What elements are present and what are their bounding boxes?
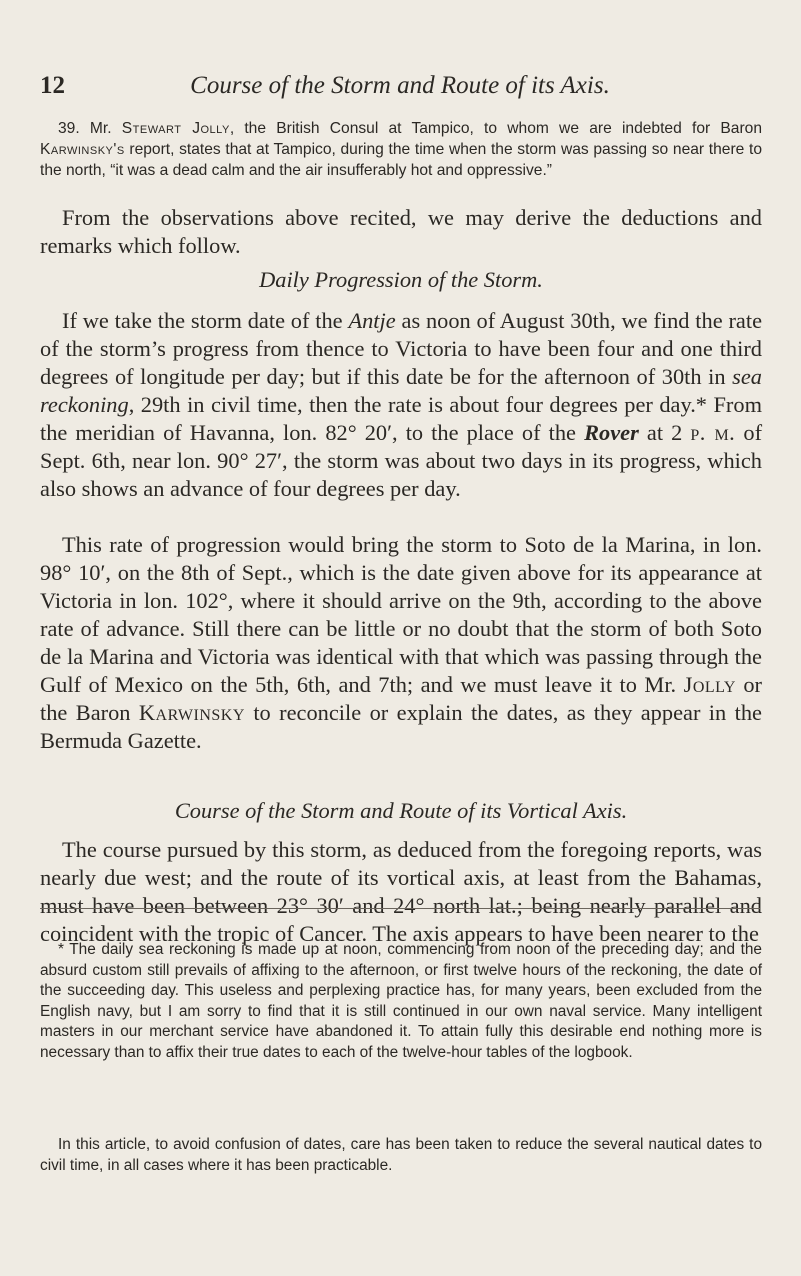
page-number: 12 (40, 72, 65, 99)
running-title: Course of the Storm and Route of its Axis. (190, 72, 610, 99)
rate-paragraph (40, 531, 762, 755)
text-run: 39. Mr. (58, 120, 122, 137)
ship-name-antje: Antje (348, 308, 396, 333)
text-run: to reconcile or explain the dates, as they appear in the Bermuda Gazette. (40, 700, 762, 753)
text-run: report, states that at Tampico, during the time when the storm was passing so near there to the north, “it was a dead calm and the air insufferably hot and oppressive.” (40, 141, 762, 179)
paragraph-39 (40, 118, 762, 181)
footnote-divider (40, 908, 760, 909)
course-paragraph: The course pursued by this storm, as deduced from the foregoing reports, was nearly due west; and the route of its vortical axis, at least from the Bahamas, must have been between 23° 30′ and 24° north lat.; being nearly parallel and coincident with the tropic of Cancer. The axis appears to have been nearer to the (40, 837, 762, 946)
section-heading-daily-progression: Daily Progression of the Storm. (259, 267, 543, 292)
text-run: at 2 (638, 420, 691, 445)
footnote-daily-sea-reckoning: * The daily sea reckoning is made up at noon, commencing from noon of the preceding day; and the absurd custom still prevails of affixing to the afternoon, or first twelve hours of the reckoning, the date of the succeeding day. This useless and perplexing practice has, for many years, been excluded from the English navy, but I am sorry to find that it is still continued in our own naval service. Many intelligent masters in our merchant service have abandoned it. To attain fully this desirable end nothing more is necessary than to affix their true dates to each of the twelve-hour tables of the logbook. (40, 941, 762, 1061)
text-run: If we take the storm date of the (62, 308, 349, 333)
text-run: or the Baron (40, 672, 763, 725)
section-heading-course-of-storm: Course of the Storm and Route of its Vortical Axis. (174, 798, 628, 823)
text-run: , the British Consul at Tampico, to whom we are indebted for Baron (229, 120, 762, 137)
text-run: This rate of progression would bring the storm to Soto de la Marina, in lon. 98° 10′, on the 8th of Sept., which is the date given above for its appearance at Victoria in lon. 102°, where it should arrive on the 9th, according to the above rate of advance. Still there can be little or no doubt that the storm of both Soto de la Marina and Victoria was identical with that which was passing through the Gulf of Mexico on the 5th, 6th, and 7th; and we must leave it to Mr. (40, 532, 762, 697)
text-run: of Sept. 6th, near lon. 90° 27′, the storm was about two days in its progress, which also shows an advance of four degrees per day. (40, 420, 763, 501)
time-pm: p. m. (690, 420, 736, 445)
text-run: , 29th in civil time, then the rate is about four degrees per day.* From the meridian of Havanna, lon. 82° 20′, to the place of the (40, 392, 762, 445)
page-header (40, 72, 760, 112)
name-karwinsky: Karwinsky's (40, 141, 125, 158)
name-jolly: Jolly (683, 672, 736, 697)
name-karwinsky-2: Karwinsky (138, 700, 245, 725)
text-run: as noon of August 30th, we find the rate of the storm’s progress from thence to Victoria to have been four and one third degrees of longitude per day; but if this date be for the afternoon of 30th in (40, 308, 763, 389)
daily-progression-paragraph (40, 307, 762, 503)
ship-name-rover: Rover (584, 420, 639, 445)
term-sea-reckoning: sea reckoning (40, 364, 762, 417)
name-stewart-jolly: Stewart Jolly (121, 120, 230, 137)
intro-paragraph: From the observations above recited, we may derive the deductions and remarks which follow. (40, 205, 762, 258)
footnote-civil-time: In this article, to avoid confusion of dates, care has been taken to reduce the several nautical dates to civil time, in all cases where it has been practicable. (40, 1136, 762, 1174)
